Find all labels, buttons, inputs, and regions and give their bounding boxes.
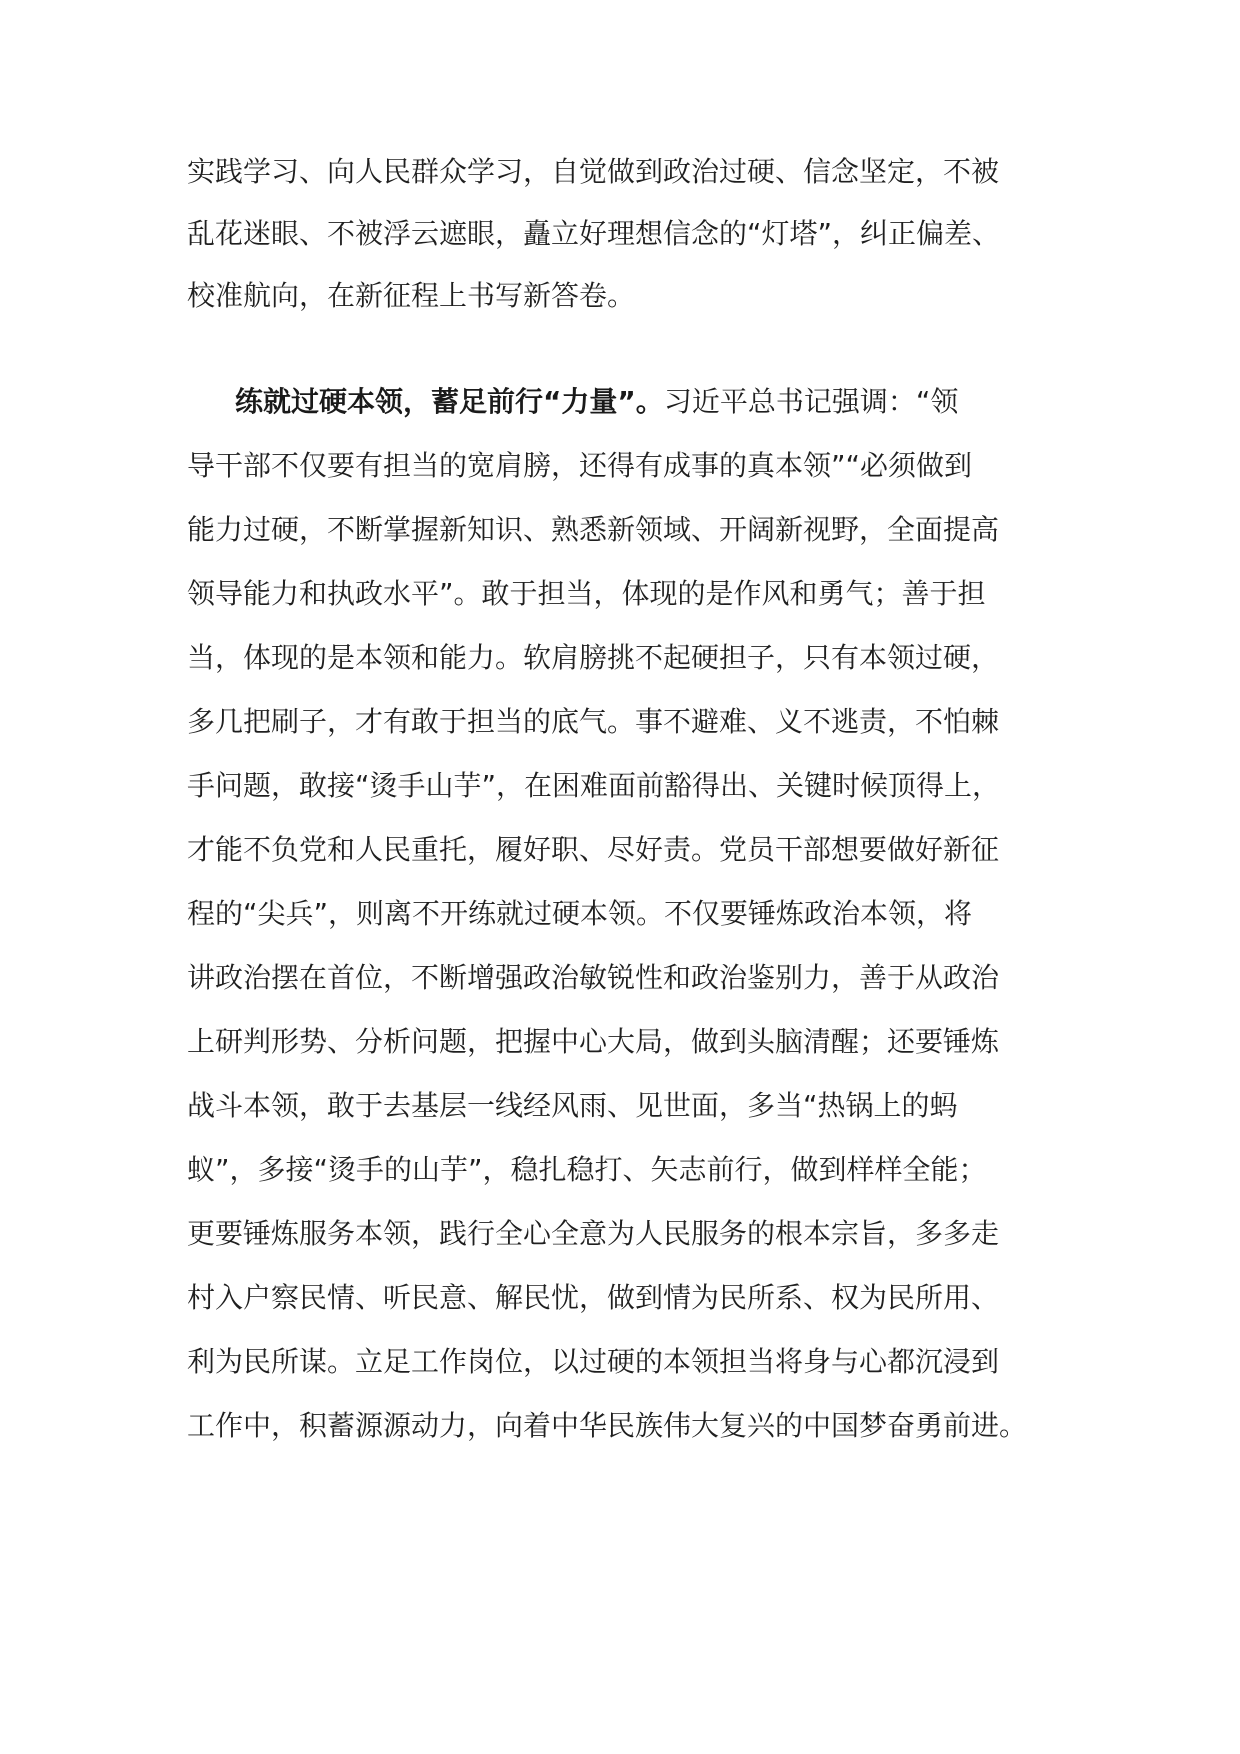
paragraph-2-line-3: 能力过硬，不断掌握新知识、熟悉新领域、开阔新视野，全面提高 <box>187 513 1000 546</box>
paragraph-2-line-9: 程的“尖兵”，则离不开练就过硬本领。不仅要锤炼政治本领，将 <box>187 897 973 930</box>
paragraph-2-line-1 <box>235 382 1135 422</box>
paragraph-2-line-4: 领导能力和执政水平”。敢于担当，体现的是作风和勇气；善于担 <box>187 577 986 610</box>
paragraph-2-line-14: 更要锤炼服务本领，践行全心全意为人民服务的根本宗旨，多多走 <box>187 1217 1000 1250</box>
paragraph-2-bold-lead: 练就过硬本领，蓄足前行“力量”。 <box>235 385 664 418</box>
paragraph-2-line-13: 蚁”，多接“烫手的山芋”，稳扎稳打、矢志前行，做到样样全能； <box>187 1153 987 1186</box>
paragraph-2-line-16: 利为民所谋。立足工作岗位，以过硬的本领担当将身与心都沉浸到 <box>187 1345 1000 1378</box>
paragraph-1-line-3: 校准航向，在新征程上书写新答卷。 <box>187 279 636 312</box>
paragraph-2-line-6: 多几把刷子，才有敢于担当的底气。事不避难、义不逃责，不怕棘 <box>187 705 1000 738</box>
paragraph-2-line-12: 战斗本领，敢于去基层一线经风雨、见世面，多当“热锅上的蚂 <box>187 1089 958 1122</box>
paragraph-2-first-line-rest: 习近平总书记强调：“领 <box>663 385 959 418</box>
paragraph-2-line-7: 手问题，敢接“烫手山芋”，在困难面前豁得出、关键时候顶得上， <box>187 769 1001 802</box>
paragraph-1-line-2: 乱花迷眼、不被浮云遮眼，矗立好理想信念的“灯塔”，纠正偏差、 <box>187 217 1001 250</box>
paragraph-2-line-15: 村入户察民情、听民意、解民忧，做到情为民所系、权为民所用、 <box>187 1281 1000 1314</box>
paragraph-2-line-17: 工作中，积蓄源源动力，向着中华民族伟大复兴的中国梦奋勇前进。 <box>187 1409 1028 1442</box>
paragraph-2-line-2: 导干部不仅要有担当的宽肩膀，还得有成事的真本领”“必须做到 <box>187 449 973 482</box>
paragraph-2-line-5: 当，体现的是本领和能力。软肩膀挑不起硬担子，只有本领过硬， <box>187 641 1000 674</box>
paragraph-2-line-8: 才能不负党和人民重托，履好职、尽好责。党员干部想要做好新征 <box>187 833 1000 866</box>
paragraph-2-line-10: 讲政治摆在首位，不断增强政治敏锐性和政治鉴别力，善于从政治 <box>187 961 1000 994</box>
paragraph-2-line-11: 上研判形势、分析问题，把握中心大局，做到头脑清醒；还要锤炼 <box>187 1025 1000 1058</box>
paragraph-1-line-1: 实践学习、向人民群众学习，自觉做到政治过硬、信念坚定，不被 <box>187 155 1000 188</box>
